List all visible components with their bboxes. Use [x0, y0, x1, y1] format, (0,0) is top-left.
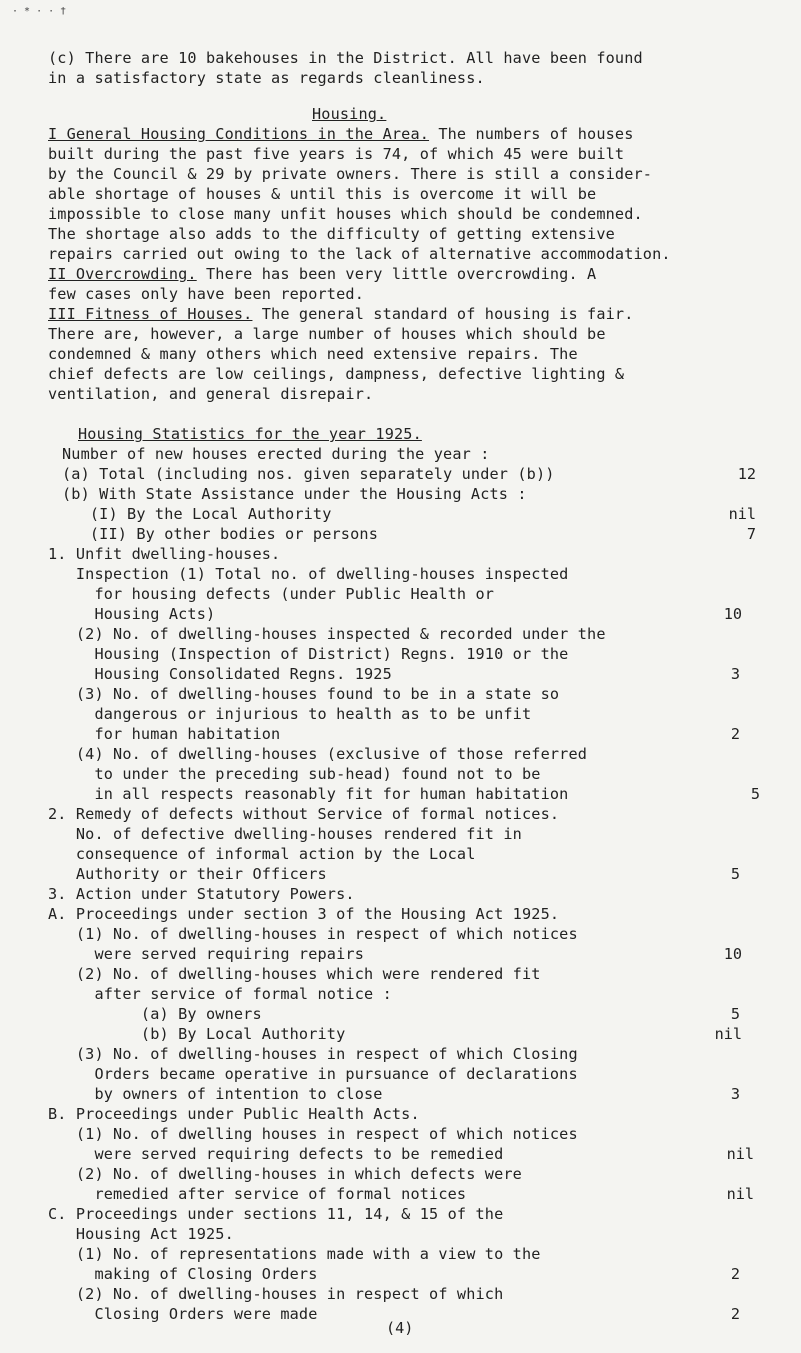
- stats-line: A. Proceedings under section 3 of the Housing Act 1925.: [48, 905, 560, 923]
- stats-line: C. Proceedings under sections 11, 14, & 15 of the: [48, 1205, 504, 1223]
- section-1-line-5: impossible to close many unfit houses which should be condemned.: [48, 205, 643, 223]
- stats-value: nil: [714, 1025, 742, 1043]
- stats-line: Housing Acts): [48, 605, 216, 623]
- stats-line: were served requiring defects to be remedied: [48, 1145, 504, 1163]
- stats-line: (a) By owners: [48, 1005, 262, 1023]
- section-3-line-5: ventilation, and general disrepair.: [48, 385, 374, 403]
- stats-line: Housing (Inspection of District) Regns. 1910 or the: [48, 645, 569, 663]
- statistics-heading: Housing Statistics for the year 1925.: [78, 425, 422, 443]
- stats-line: Housing Consolidated Regns. 1925: [48, 665, 392, 683]
- stats-line: Housing Act 1925.: [48, 1225, 234, 1243]
- section-1-line-3: by the Council & 29 by private owners. There is still a consider-: [48, 165, 653, 183]
- stats-line: 2. Remedy of defects without Service of formal notices.: [48, 805, 560, 823]
- scan-marks: · * · · †: [12, 6, 67, 17]
- section-3-line-3: condemned & many others which need extensive repairs. The: [48, 345, 578, 363]
- section-1-title: I General Housing Conditions in the Area.: [48, 125, 430, 143]
- stats-value: 5: [730, 1005, 740, 1023]
- section-1-line-4: able shortage of houses & until this is overcome it will be: [48, 185, 597, 203]
- stats-value: 5: [750, 785, 760, 803]
- stats-line: (1) No. of dwelling-houses in respect of which notices: [48, 925, 578, 943]
- stats-line: Closing Orders were made: [48, 1305, 318, 1323]
- stats-line: 1. Unfit dwelling-houses.: [48, 545, 281, 563]
- stats-line: (a) Total (including nos. given separately under (b)): [62, 465, 555, 483]
- stats-line: (I) By the Local Authority: [62, 505, 332, 523]
- housing-heading: Housing.: [312, 105, 387, 123]
- stats-value: 10: [723, 945, 742, 963]
- stats-line: (3) No. of dwelling-houses found to be in a state so: [48, 685, 560, 703]
- stats-value: 2: [730, 1265, 740, 1283]
- stats-line: (4) No. of dwelling-houses (exclusive of those referred: [48, 745, 588, 763]
- stats-value: 5: [730, 865, 740, 883]
- stats-line: remedied after service of formal notices: [48, 1185, 467, 1203]
- stats-line: by owners of intention to close: [48, 1085, 383, 1103]
- stats-line: (2) No. of dwelling-houses inspected & recorded under the: [48, 625, 606, 643]
- stats-line: (1) No. of dwelling houses in respect of which notices: [48, 1125, 578, 1143]
- stats-line: consequence of informal action by the Local: [48, 845, 476, 863]
- stats-line: making of Closing Orders: [48, 1265, 318, 1283]
- section-1-text: The numbers of houses: [429, 125, 634, 143]
- stats-value: 2: [730, 1305, 740, 1323]
- stats-value: 3: [730, 1085, 740, 1103]
- section-3-line-4: chief defects are low ceilings, dampness, defective lighting &: [48, 365, 625, 383]
- stats-line: for human habitation: [48, 725, 281, 743]
- stats-line: after service of formal notice :: [48, 985, 392, 1003]
- stats-value: 10: [723, 605, 742, 623]
- stats-value: nil: [726, 1145, 754, 1163]
- stats-value: 3: [730, 665, 740, 683]
- stats-line: (b) With State Assistance under the Housing Acts :: [62, 485, 527, 503]
- stats-line: to under the preceding sub-head) found not to be: [48, 765, 541, 783]
- stats-line: (2) No. of dwelling-houses in respect of which: [48, 1285, 504, 1303]
- section-3-title: III Fitness of Houses.: [48, 305, 253, 323]
- section-3-line-2: There are, however, a large number of houses which should be: [48, 325, 606, 343]
- section-2-text: There has been very little overcrowding. A: [196, 265, 597, 283]
- stats-line: (3) No. of dwelling-houses in respect of which Closing: [48, 1045, 578, 1063]
- section-2-heading-line: [48, 264, 596, 284]
- stats-value: 7: [746, 525, 756, 543]
- stats-line: 3. Action under Statutory Powers.: [48, 885, 355, 903]
- intro-line-1: (c) There are 10 bakehouses in the District. All have been found: [48, 49, 643, 67]
- intro-line-2: in a satisfactory state as regards cleanliness.: [48, 69, 485, 87]
- section-1-line-6: The shortage also adds to the difficulty of getting extensive: [48, 225, 615, 243]
- stats-line: Inspection (1) Total no. of dwelling-houses inspected: [48, 565, 569, 583]
- stats-line: No. of defective dwelling-houses rendered fit in: [48, 825, 522, 843]
- stats-line: for housing defects (under Public Health or: [48, 585, 495, 603]
- stats-line: (2) No. of dwelling-houses which were rendered fit: [48, 965, 541, 983]
- section-1-line-7: repairs carried out owing to the lack of alternative accommodation.: [48, 245, 671, 263]
- stats-value: 2: [730, 725, 740, 743]
- section-1-heading-line: [48, 124, 634, 144]
- section-3-heading-line: [48, 304, 634, 324]
- stats-value: 12: [737, 465, 756, 483]
- stats-line: Number of new houses erected during the year :: [62, 445, 490, 463]
- stats-line: Authority or their Officers: [48, 865, 327, 883]
- stats-line: B. Proceedings under Public Health Acts.: [48, 1105, 420, 1123]
- stats-line: (2) No. of dwelling-houses in which defects were: [48, 1165, 522, 1183]
- section-1-line-2: built during the past five years is 74, of which 45 were built: [48, 145, 625, 163]
- page-number: (4): [386, 1319, 414, 1337]
- stats-line: (II) By other bodies or persons: [62, 525, 378, 543]
- section-3-text: The general standard of housing is fair.: [252, 305, 634, 323]
- stats-line: in all respects reasonably fit for human habitation: [48, 785, 569, 803]
- stats-value: nil: [726, 1185, 754, 1203]
- section-2-line-2: few cases only have been reported.: [48, 285, 364, 303]
- stats-line: dangerous or injurious to health as to be unfit: [48, 705, 532, 723]
- section-2-title: II Overcrowding.: [48, 265, 197, 283]
- stats-line: (b) By Local Authority: [48, 1025, 346, 1043]
- stats-line: (1) No. of representations made with a view to the: [48, 1245, 541, 1263]
- stats-line: Orders became operative in pursuance of declarations: [48, 1065, 578, 1083]
- stats-value: nil: [728, 505, 756, 523]
- stats-line: were served requiring repairs: [48, 945, 364, 963]
